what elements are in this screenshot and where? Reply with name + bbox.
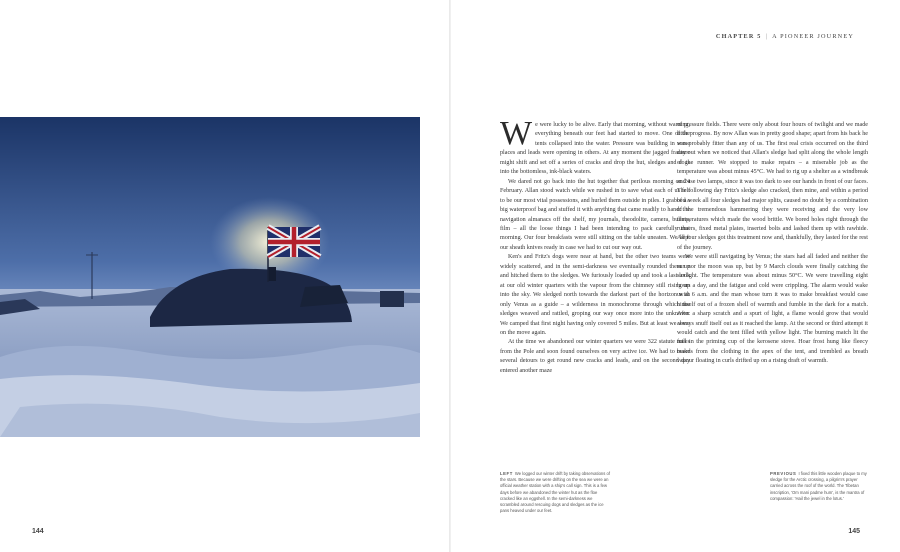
caption-text: I fixed this little wooden plaque to my sledge for the Arctic crossing, a pilgrim's prayer carried across the roof of the world. The Tibetan inscription, 'Om mani padme hum', is the mantra of compassion: 'Hail the jewel in the lotus.' xyxy=(770,471,867,501)
text-column-right xyxy=(677,121,868,367)
paragraph: At the time we abandoned our winter quarters we were 322 statute miles from the Pole and soon found ourselves on very active ice. We had to make several detours to get round new cracks and leads, and on the second day entered another maze xyxy=(500,339,690,374)
text-column-left xyxy=(500,115,690,376)
page-number-right: 145 xyxy=(848,528,860,535)
chapter-title: A PIONEER JOURNEY xyxy=(772,33,854,40)
drop-cap: W xyxy=(500,115,533,152)
page-number-left: 144 xyxy=(32,528,44,535)
paragraph: Ken's and Fritz's dogs were near at hand, but the other two teams were widely scattered, and in the semi-darkness we eventually rounded them up and hitched them to the sledges. We furiously loaded up and took a last look at our old winter quarters with the vapour from the chimney still rising up into the sky. We sledged north towards the darkest part of the horizon with only Venus as a guide – a wilderness in monochrome through which the sledges weaved and rattled, groping our way once more into the unknown. We camped that first night having only covered 5 miles. But at least we were on the move again. xyxy=(500,254,690,336)
hut-chimney xyxy=(268,267,276,281)
page-gutter xyxy=(449,0,451,552)
arctic-camp-photo xyxy=(0,117,420,437)
paragraph: of pressure fields. There were only about four hours of twilight and we made little progress. By now Allan was in pretty good shape; apart from his back he was probably fitter than any of us. The first real crisis occurred on the third day out when we noticed that Allan's sledge had split along the whole length of the runner. We stopped to make repairs – a miserable job as the temperature was about minus 45°C. We had to rig up a shelter as a windbreak and use two lamps, since it was too dark to see our hands in front of our faces. The following day Fritz's sledge also cracked, then mine, and within a period of a week all four sledges had major splits, caused no doubt by a combination of the tremendous hammering they were receiving and the very low temperatures which made the wood brittle. We bored holes right through the runners, fixed metal plates, inserted bolts and lashed them up with rawhide. All four sledges got this treatment now and, thankfully, they lasted for the rest of the journey. xyxy=(677,122,868,251)
header-separator: | xyxy=(765,33,769,40)
paragraph: We were still navigating by Venus; the stars had all faded and neither the sun nor the moon was up, but by 9 March clouds were finally catching the sunlight. The temperature was about minus 50°C. We were travelling eight hours a day, and the fatigue and cold were crippling. The alarm would wake us at 6 a.m. and the man whose turn it was to make breakfast would case himself out of a frozen shell of warmth and fumble in the dark for a match. After a sharp scratch and a spurt of light, a flame would grow that would always snuff itself out as it reached the lamp. At the second or third attempt it would catch and the tent filled with yellow light. The burning match lit the fuel in the priming cup of the kerosene stove. Hoar frost hung like fleecy beards from the clothing in the apex of the tent, and trembled as breath vapour floating in curls drifted up on a rising draft of warmth. xyxy=(677,254,868,365)
caption-text: We logged our winter drift by taking observations of the stars. Because we were drifting on the sea we were an official weather station with a ship's call sign. This is a few days before we abandoned the winter hut as the floe cracked like an eggshell. In the semi-darkness we scrambled around rescuing dogs and sledges as the ice pans heaved under our feet. xyxy=(500,471,610,514)
supply-box xyxy=(380,291,404,307)
photo-caption-left xyxy=(500,471,612,514)
photo-caption-right xyxy=(770,471,870,502)
union-flag xyxy=(268,227,320,257)
chapter-number: CHAPTER 5 xyxy=(715,33,762,40)
caption-tag: PREVIOUS xyxy=(770,471,797,476)
running-header xyxy=(716,33,854,40)
paragraph: We dared not go back into the hut together that perilous morning on 24 February. Allan stood watch while we rushed in to save what each of us felt to be our most vital possessions, and hurled them outside in piles. I grabbed a big waterproof bag and stuffed it with anything that came readily to hand: the navigation almanacs off the shelf, my journals, theodolite, camera, bullets, film – all the loose things I had been intending to pack carefully that morning. Our four breakfasts were still sitting on the table uneaten. We kept our sheath knives ready in case we had to cut our way out. xyxy=(500,178,690,251)
paragraph: We were lucky to be alive. Early that morning, without warning, everything beneath our feet had started to move. One of the tents collapsed into the water. Pressure was building in some places and leads were opening in others. At any moment the jagged fracture might shift and set off a series of cracks and drop the hut, sledges and dogs into the bottomless, ink-black waters. xyxy=(500,115,690,176)
caption-tag: LEFT xyxy=(500,471,513,476)
